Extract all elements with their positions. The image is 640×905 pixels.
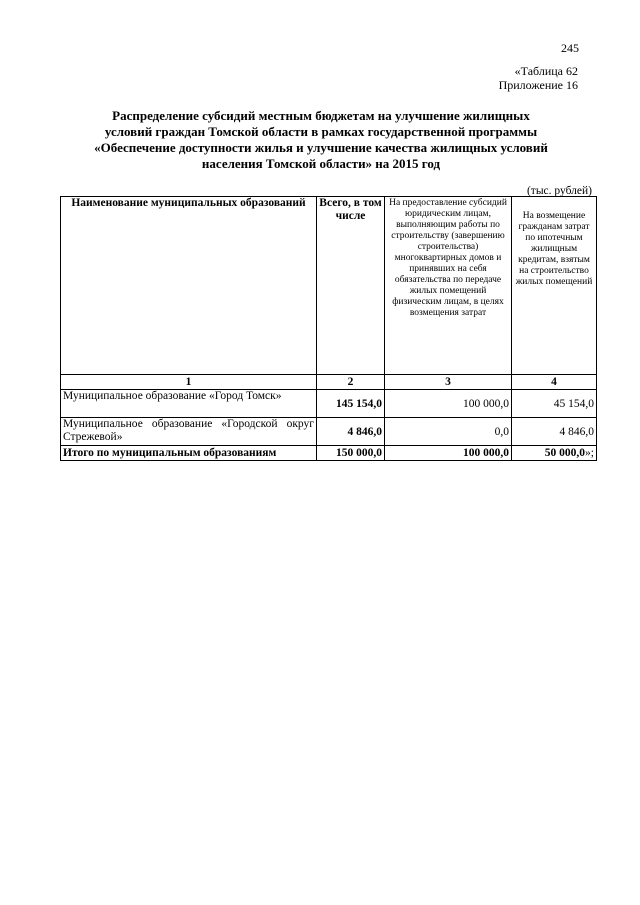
- table-row: [61, 418, 597, 446]
- grand-mortgage-cell: [512, 446, 597, 461]
- title-line: населения Томской области» на 2015 год: [201, 156, 441, 171]
- municipality-name: Муниципальное образование «Городской округ Стрежевой»: [61, 418, 317, 446]
- appendix-reference: Приложение 16: [498, 78, 578, 92]
- municipality-name: Муниципальное образование «Город Томск»: [61, 390, 317, 418]
- mortgage-value: 4 846,0: [512, 418, 597, 446]
- table-reference: «Таблица 62: [514, 64, 578, 78]
- header-total: Всего, в том числе: [317, 197, 385, 375]
- grand-mortgage-value: 50 000,0: [544, 447, 586, 459]
- header-legal-entities: На предоставление субсидий юридическим лицам, выполняющим работы по строительству (завершению строительства) многоквартирных домов и принявших на себя обязательства по передаче жилых помещений физическим лицам, в целях возмещения затрат: [385, 197, 512, 375]
- title-line: «Обеспечение доступности жилья и улучшение качества жилищных условий: [94, 140, 548, 155]
- column-number: 1: [61, 375, 317, 390]
- table-row: [61, 390, 597, 418]
- page-number: 245: [561, 41, 579, 55]
- column-number: 3: [385, 375, 512, 390]
- grand-legal-entities-value: 100 000,0: [385, 446, 512, 461]
- total-value: 4 846,0: [317, 418, 385, 446]
- units-label: (тыс. рублей): [526, 185, 592, 197]
- table-annotation: [378, 64, 578, 92]
- legal-entities-value: 100 000,0: [385, 390, 512, 418]
- mortgage-value: 45 154,0: [512, 390, 597, 418]
- subsidy-table: [60, 196, 597, 461]
- closing-quote: »;: [585, 447, 594, 459]
- title-line: Распределение субсидий местным бюджетам на улучшение жилищных: [112, 108, 530, 123]
- total-value: 145 154,0: [317, 390, 385, 418]
- total-label: Итого по муниципальным образованиям: [61, 446, 317, 461]
- column-number: 4: [512, 375, 597, 390]
- column-number: 2: [317, 375, 385, 390]
- document-title: [62, 108, 580, 172]
- legal-entities-value: 0,0: [385, 418, 512, 446]
- header-municipality: Наименование муниципальных образований: [61, 197, 317, 375]
- table-header-row: [61, 197, 597, 375]
- column-number-row: [61, 375, 597, 390]
- title-line: условий граждан Томской области в рамках государственной программы: [104, 124, 538, 139]
- total-row: [61, 446, 597, 461]
- header-mortgage: На возмещение гражданам затрат по ипотечным жилищным кредитам, взятым на строительство жилых помещений: [512, 197, 597, 375]
- grand-total-value: 150 000,0: [317, 446, 385, 461]
